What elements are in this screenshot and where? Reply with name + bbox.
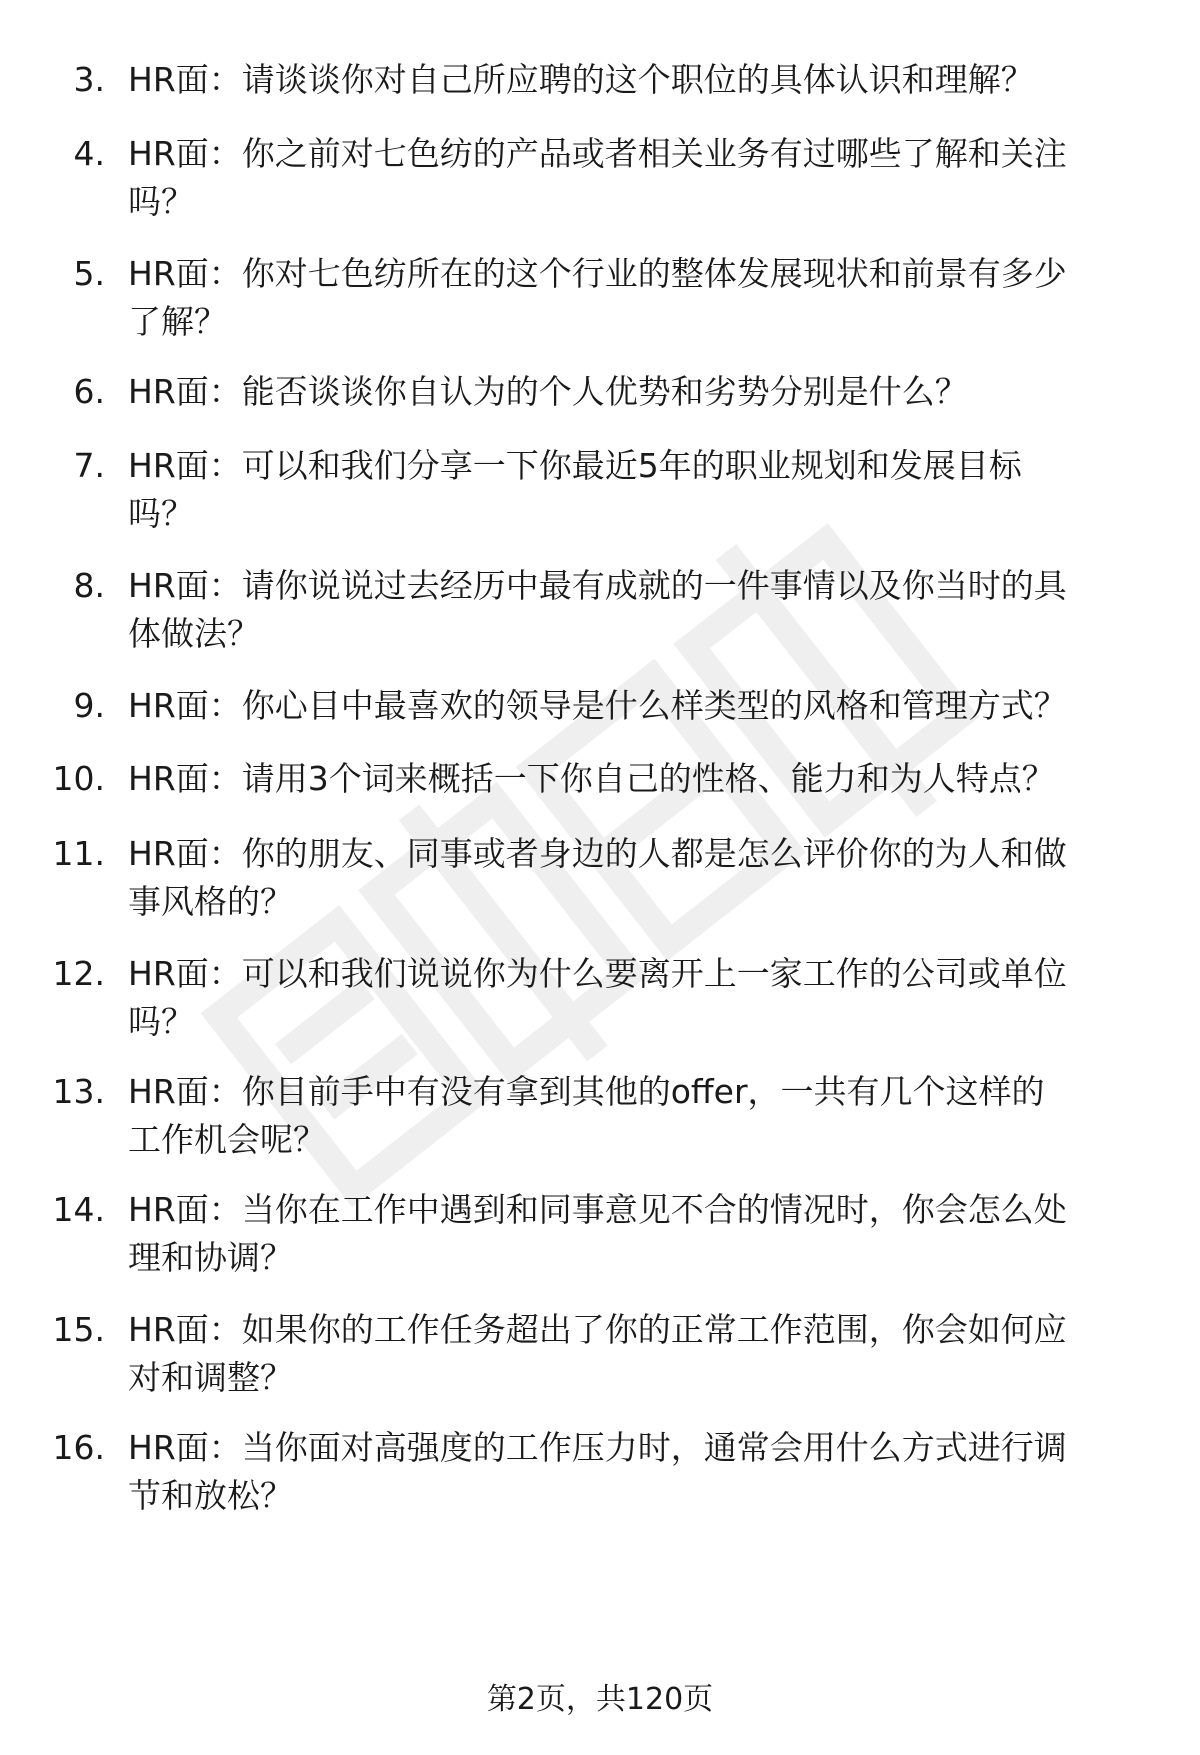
question-text — [128, 1306, 1168, 1402]
question-line: HR面：你目前手中有没有拿到其他的offer，一共有几个这样的 — [128, 1072, 1045, 1111]
question-text — [128, 562, 1168, 658]
question-number: 7. — [73, 446, 105, 485]
question-text — [128, 250, 1168, 346]
question-line: HR面：你对七色纺所在的这个行业的整体发展现状和前景有多少 — [128, 254, 1067, 293]
question-line: HR面：你的朋友、同事或者身边的人都是怎么评价你的为人和做 — [128, 834, 1067, 873]
question-line: 理和协调？ — [128, 1238, 293, 1277]
question-text — [128, 130, 1168, 226]
question-number: 4. — [73, 134, 105, 173]
question-line: HR面：可以和我们分享一下你最近5年的职业规划和发展目标 — [128, 446, 1022, 485]
question-line: 事风格的？ — [128, 882, 293, 921]
question-text — [128, 442, 1168, 538]
question-line: 吗？ — [128, 494, 194, 533]
question-text — [128, 1424, 1168, 1520]
question-text — [128, 755, 1168, 803]
question-line: HR面：可以和我们说说你为什么要离开上一家工作的公司或单位 — [128, 954, 1067, 993]
question-text — [128, 830, 1168, 926]
question-number: 14. — [52, 1190, 105, 1229]
question-line: 对和调整？ — [128, 1358, 293, 1397]
question-line: HR面：请用3个词来概括一下你自己的性格、能力和为人特点？ — [128, 759, 1055, 798]
question-number: 16. — [52, 1428, 105, 1467]
question-line: HR面：请谈谈你对自己所应聘的这个职位的具体认识和理解？ — [128, 60, 1034, 99]
question-line: 吗？ — [128, 1002, 194, 1041]
question-number: 3. — [73, 60, 105, 99]
question-number: 9. — [73, 686, 105, 725]
question-line: HR面：当你在工作中遇到和同事意见不合的情况时，你会怎么处 — [128, 1190, 1067, 1229]
question-line: HR面：当你面对高强度的工作压力时，通常会用什么方式进行调 — [128, 1428, 1067, 1467]
question-line: 了解？ — [128, 302, 227, 341]
question-line: HR面：能否谈谈你自认为的个人优势和劣势分别是什么？ — [128, 372, 968, 411]
question-line: 体做法？ — [128, 614, 260, 653]
question-line: 工作机会呢？ — [128, 1120, 326, 1159]
question-line: 吗？ — [128, 182, 194, 221]
question-text — [128, 1186, 1168, 1282]
question-number: 8. — [73, 566, 105, 605]
question-number: 13. — [52, 1072, 105, 1111]
question-number: 6. — [73, 372, 105, 411]
question-line: HR面：你心目中最喜欢的领导是什么样类型的风格和管理方式？ — [128, 686, 1067, 725]
question-number: 12. — [52, 954, 105, 993]
question-number: 5. — [73, 254, 105, 293]
question-text — [128, 1068, 1168, 1164]
question-line: HR面：如果你的工作任务超出了你的正常工作范围，你会如何应 — [128, 1310, 1067, 1349]
question-line: HR面：你之前对七色纺的产品或者相关业务有过哪些了解和关注 — [128, 134, 1067, 173]
question-number: 11. — [52, 834, 105, 873]
question-number: 10. — [52, 759, 105, 798]
question-text — [128, 682, 1168, 730]
question-line: 节和放松？ — [128, 1476, 293, 1515]
question-text — [128, 56, 1168, 104]
question-text — [128, 950, 1168, 1046]
question-number: 15. — [52, 1310, 105, 1349]
page-footer: 第2页，共120页 — [486, 1682, 714, 1717]
question-line: HR面：请你说说过去经历中最有成就的一件事情以及你当时的具 — [128, 566, 1067, 605]
question-text — [128, 368, 1168, 416]
